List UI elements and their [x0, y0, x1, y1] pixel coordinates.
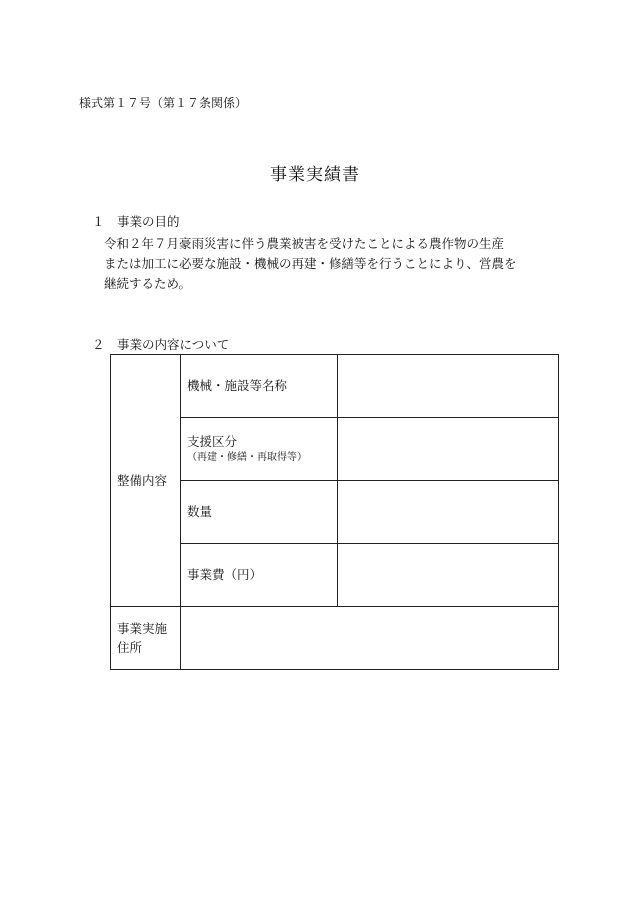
- row-label-quantity: 数量: [187, 504, 213, 519]
- equipment-name-value-cell[interactable]: [338, 355, 559, 418]
- section1-body-line: 継続するため。: [104, 276, 192, 291]
- section2-heading: ２ 事業の内容について: [92, 337, 230, 352]
- address-label-line: 住所: [117, 640, 143, 655]
- quantity-value-cell[interactable]: [338, 481, 559, 544]
- section1-body-line: 令和２年７月豪雨災害に伴う農業被害を受けたことによる農作物の生産: [104, 236, 505, 251]
- project-cost-value-cell[interactable]: [338, 544, 559, 607]
- group-label: 整備内容: [117, 472, 168, 488]
- row-label-cell: [181, 544, 338, 607]
- table-row: [111, 355, 559, 418]
- group-label-cell: [111, 355, 181, 607]
- row-label-project-cost: 事業費（円）: [187, 567, 263, 582]
- row-label-equipment-name: 機械・施設等名称: [187, 378, 288, 393]
- row-label-cell: [181, 418, 338, 481]
- content-table: [110, 354, 559, 670]
- form-number: 様式第１７号（第１７条関係）: [79, 96, 248, 110]
- document-title: 事業実績書: [270, 165, 360, 185]
- table-row: [111, 607, 559, 670]
- row-label-cell: [181, 481, 338, 544]
- address-label-line: 事業実施: [117, 621, 168, 636]
- row-label-cell: [181, 355, 338, 418]
- row-label-support-category: 支援区分: [187, 434, 238, 449]
- section1-body: [104, 234, 564, 294]
- address-value-cell[interactable]: [181, 607, 559, 670]
- section1-heading: １ 事業の目的: [92, 214, 180, 229]
- row-note-support-category: （再建・修繕・再取得等）: [187, 452, 307, 463]
- support-category-value-cell[interactable]: [338, 418, 559, 481]
- address-label-cell: [111, 607, 181, 670]
- section1-body-line: または加工に必要な施設・機械の再建・修繕等を行うことにより、営農を: [104, 256, 517, 271]
